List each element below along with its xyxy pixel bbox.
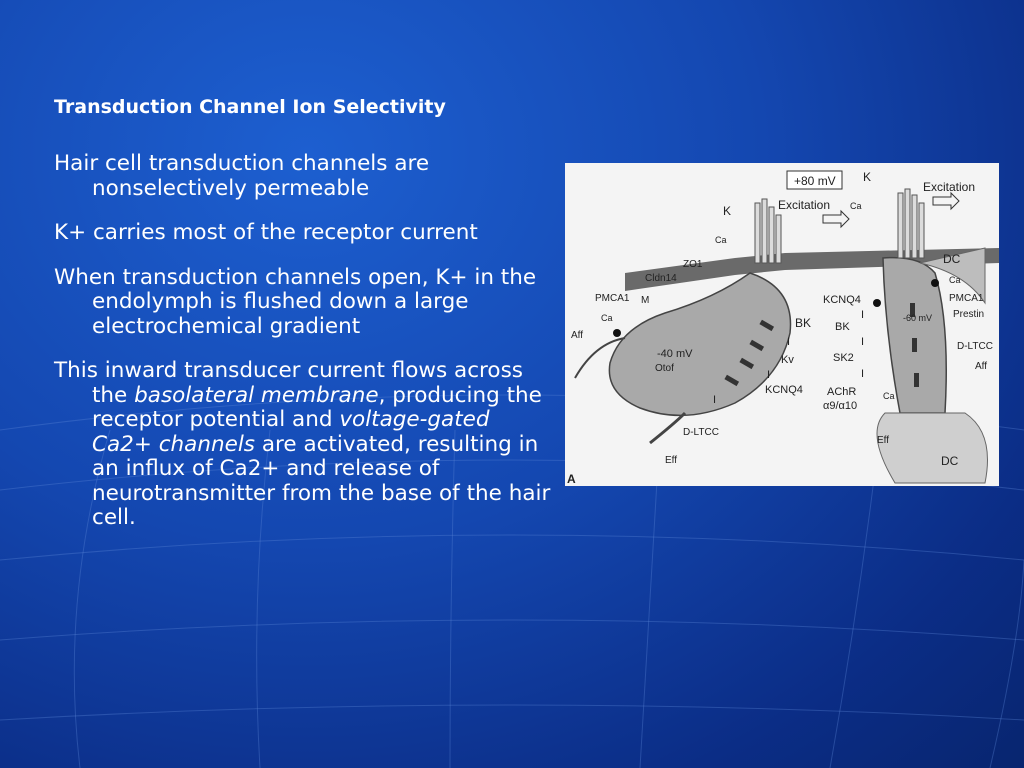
bullet-item: K+ carries most of the receptor current	[54, 220, 478, 245]
eff-label: Eff	[877, 435, 890, 446]
dc-label: DC	[941, 454, 959, 468]
cldn14-label: Cldn14	[645, 273, 677, 284]
dltcc-label: D-LTCC	[957, 341, 993, 352]
ca-label: Ca	[883, 391, 895, 401]
alpha-label: α9/α10	[823, 400, 858, 412]
sk2-label: SK2	[833, 352, 854, 364]
dltcc-label: D-LTCC	[683, 427, 719, 438]
bullet-emphasis: voltage-gated Ca2+ channels	[92, 407, 490, 457]
slide-title: Transduction Channel Ion Selectivity	[54, 96, 446, 118]
hair-cell-diagram-svg	[565, 163, 999, 486]
achr-label: AChR	[827, 386, 857, 398]
dc-label: DC	[943, 252, 961, 266]
k-plus-label: K	[723, 204, 732, 218]
bullet-text: are activated, resulting in an influx of Ca2+ and release of neurotransmitter from the base of the hair cell.	[92, 431, 551, 530]
aff-label: Aff	[571, 330, 584, 341]
ikn-label: I	[861, 309, 865, 321]
ica-label: I	[713, 394, 717, 406]
hair-cell-diagram	[565, 163, 999, 486]
ca-label: Ca	[601, 313, 613, 323]
ca-label: Ca	[715, 235, 727, 245]
eff-label: Eff	[665, 455, 678, 466]
k-plus-label: K	[863, 170, 872, 184]
aff-label: Aff	[975, 361, 988, 372]
prestin-label: Prestin	[953, 309, 985, 320]
bullet-text: This inward transducer current flows across the	[54, 358, 523, 408]
excitation-label-right: Excitation	[923, 180, 976, 194]
ikf-label: I	[787, 336, 791, 348]
bullet-emphasis: basolateral membrane	[134, 382, 379, 408]
zo1-label: ZO1	[683, 259, 703, 270]
ca-label: Ca	[850, 201, 862, 211]
bullet-item: When transduction channels open, K+ in the endolymph is flushed down a large electrochemical gradient	[54, 264, 537, 339]
kcnq4-label: KCNQ4	[765, 384, 803, 396]
pmca1-label: PMCA1	[949, 293, 984, 304]
voltage-label: +80 mV	[794, 174, 836, 188]
bullet-item	[54, 359, 554, 531]
ikca-label: I	[861, 336, 865, 348]
ca-label: Ca	[949, 275, 961, 285]
bk-label: BK	[835, 321, 850, 333]
kcnq4-label: KCNQ4	[823, 294, 861, 306]
bullet-item: Hair cell transduction channels are nonselectively permeable	[54, 151, 430, 201]
ikach-label: I	[861, 368, 865, 380]
excitation-label-left: Excitation	[778, 198, 831, 212]
bullet-list	[54, 152, 554, 551]
bk-label: BK	[795, 316, 812, 330]
m-label: M	[641, 295, 650, 306]
membrane-potential-label: -60 mV	[903, 313, 933, 323]
otof-label: Otof	[655, 363, 674, 374]
panel-label: A	[567, 472, 576, 486]
kv-label: Kv	[781, 354, 794, 366]
membrane-potential-label: -40 mV	[657, 348, 693, 360]
iks-label: I	[767, 369, 771, 381]
bullet-text: , producing the receptor potential and	[92, 382, 542, 432]
pmca1-label: PMCA1	[595, 293, 630, 304]
